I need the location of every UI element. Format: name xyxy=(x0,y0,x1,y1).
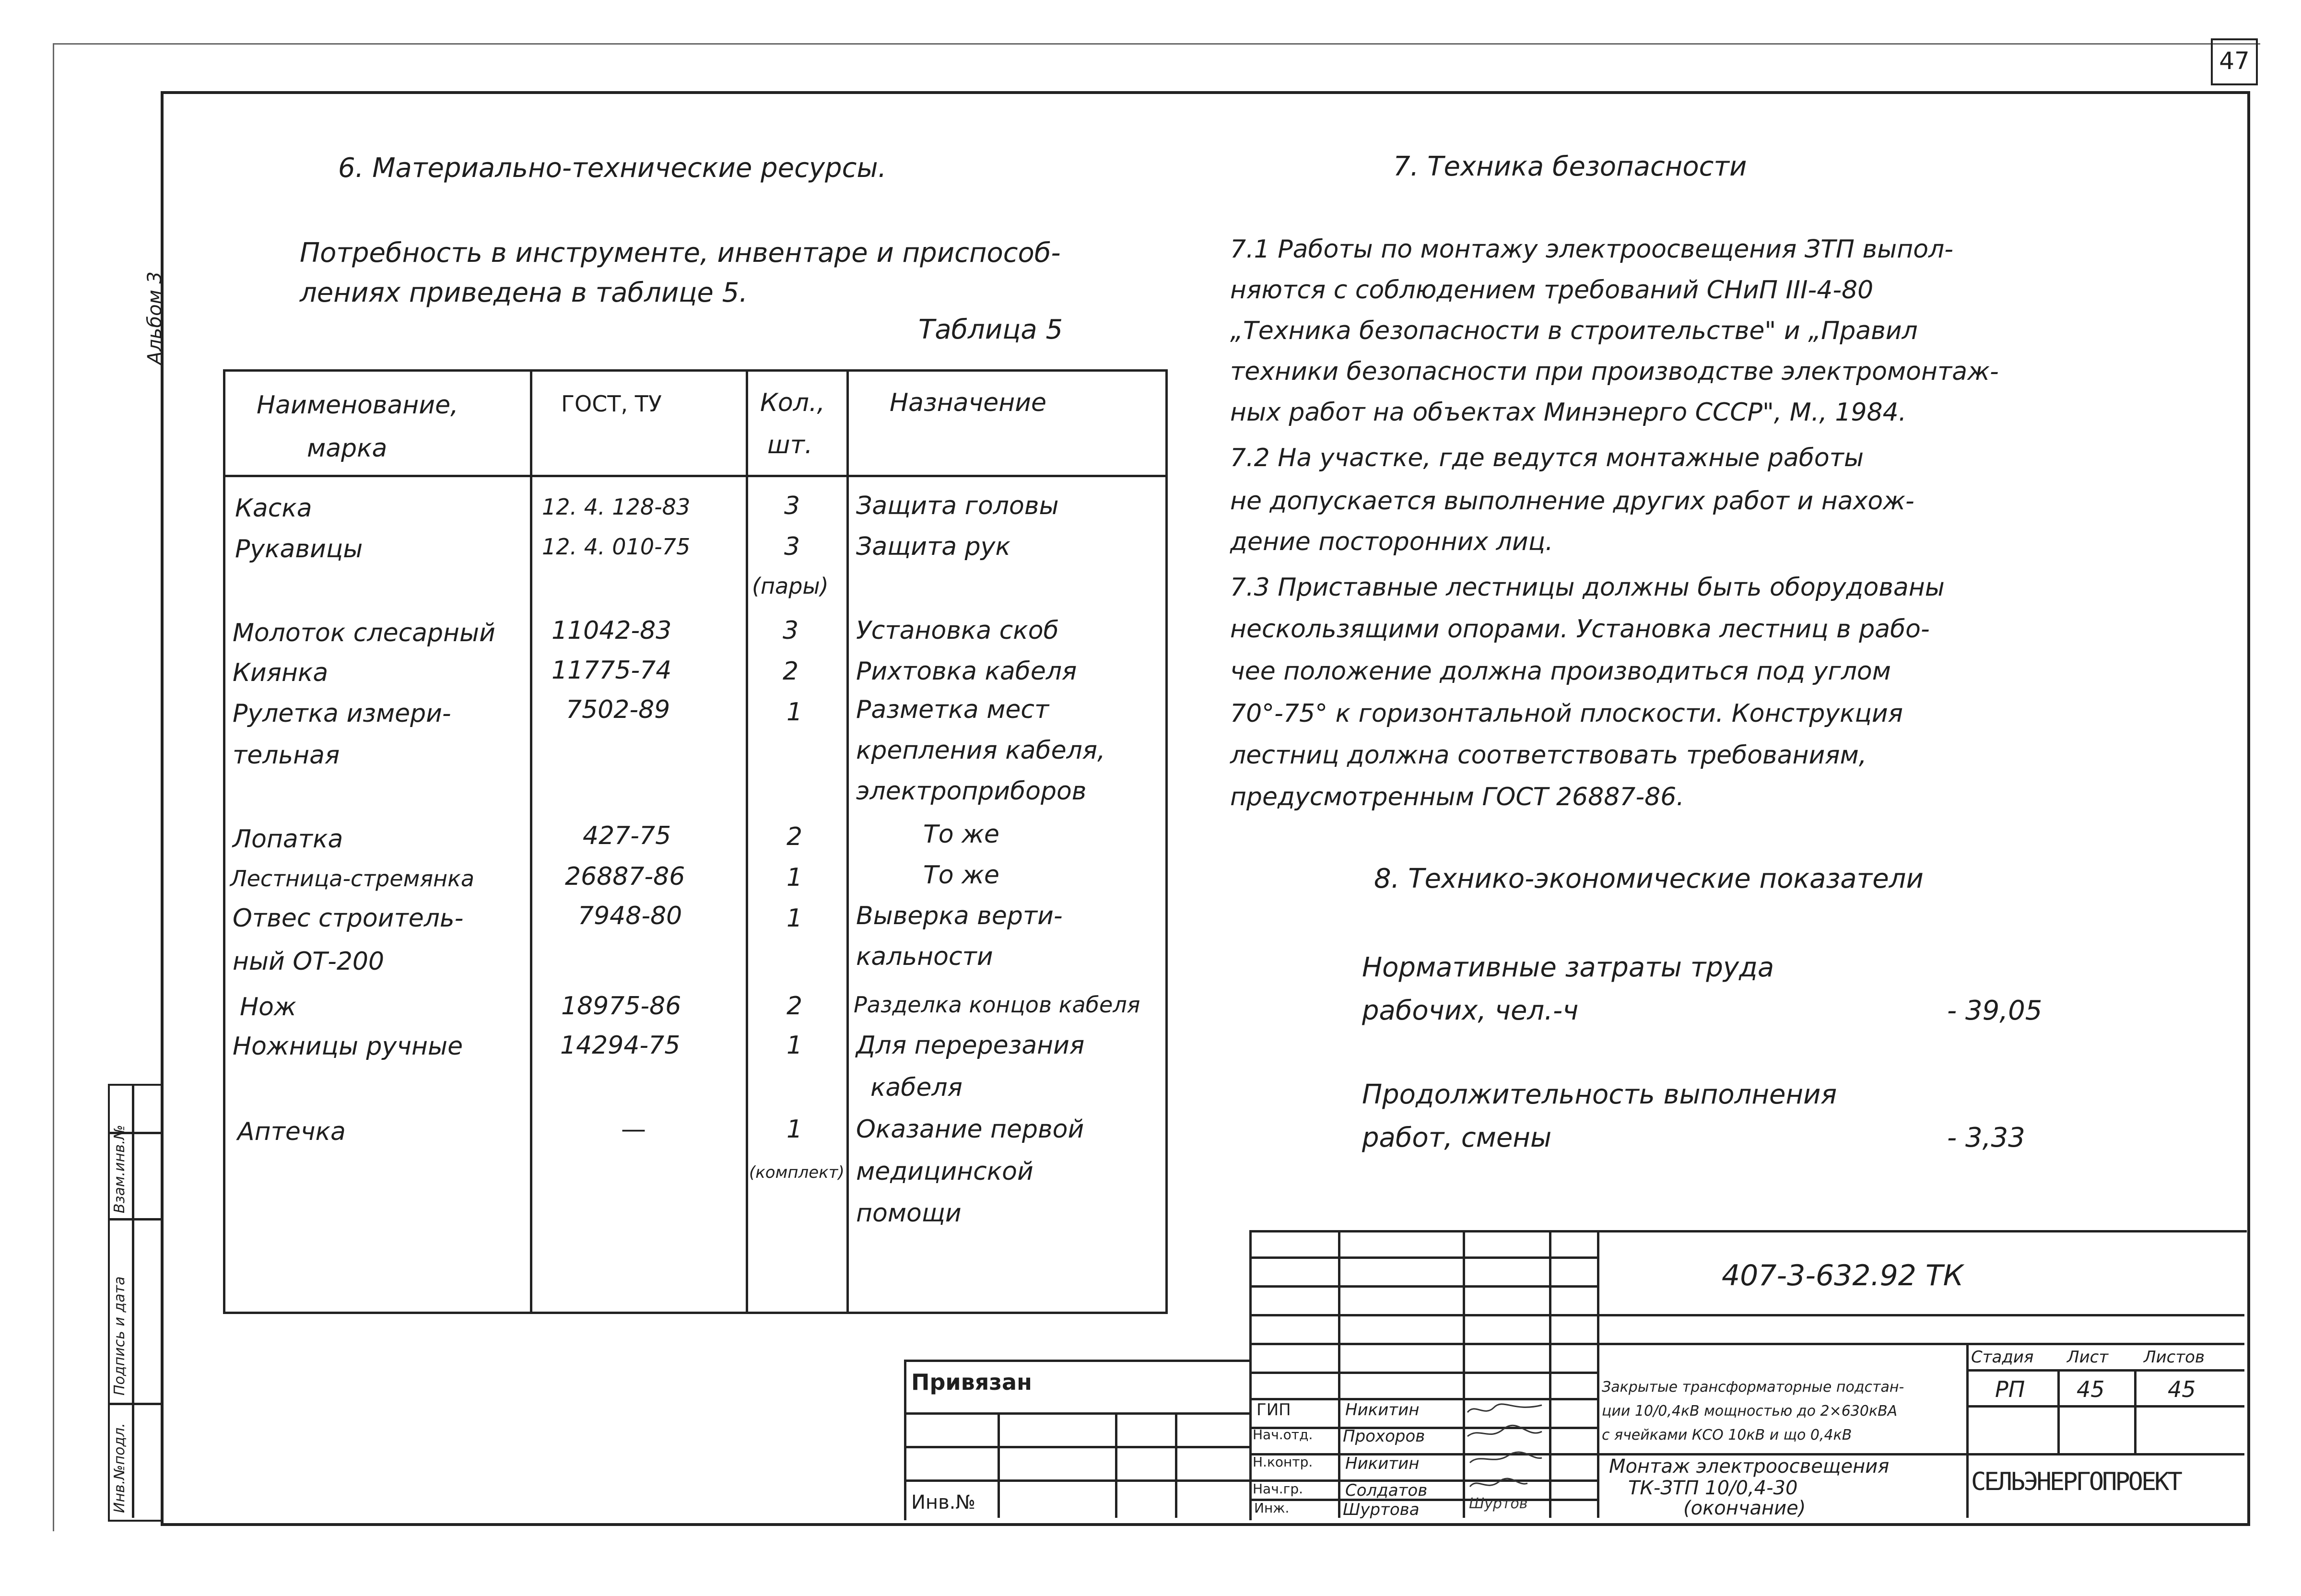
privyazan-col xyxy=(998,1412,1000,1518)
margin-vzam-inv: Взам.инв.№ xyxy=(111,1125,128,1213)
section6-title: 6. Материально-технические ресурсы. xyxy=(338,153,887,184)
section7-line: 7.2 На участке, где ведутся монтажные работы xyxy=(1230,444,1864,472)
section7-line: не допускается выполнение других работ и нахож- xyxy=(1230,487,1914,516)
sheet-title-line2: ТК-ЗТП 10/0,4-30 xyxy=(1628,1477,1798,1499)
privyazan-col xyxy=(1115,1412,1117,1518)
stamp-col xyxy=(2134,1369,2137,1453)
section6-intro-line1: Потребность в инструменте, инвентаре и приспособ- xyxy=(300,237,1061,269)
section7-line: 7.1 Работы по монтажу электроосвещения ЗТП выпол- xyxy=(1230,235,1954,264)
role-name: Солдатов xyxy=(1345,1481,1428,1500)
stamp-col xyxy=(1597,1230,1599,1518)
signature-stroke xyxy=(1467,1404,1542,1412)
lists-value: 45 xyxy=(2168,1376,2196,1402)
row-name-line2: ный ОТ-200 xyxy=(233,947,385,976)
role-name: Никитин xyxy=(1345,1454,1420,1473)
header-qty: Кол., xyxy=(760,388,825,417)
project-desc-line3: с ячейками КСО 10кВ и що 0,4кВ xyxy=(1602,1427,1852,1443)
row-qty: 1 xyxy=(787,863,803,892)
table-col-line xyxy=(746,369,748,1314)
row-qty: 1 xyxy=(787,698,803,727)
row-purpose: То же xyxy=(923,861,999,890)
table-header-line xyxy=(223,475,1168,477)
row-gost: — xyxy=(621,1115,646,1144)
row-gost: 11775-74 xyxy=(552,656,672,685)
role-name: Прохоров xyxy=(1343,1427,1425,1446)
row-purpose: Рихтовка кабеля xyxy=(856,657,1077,686)
row-name: Рукавицы xyxy=(235,535,363,563)
stamp-row xyxy=(1966,1369,2244,1372)
role-label: Инж. xyxy=(1254,1500,1290,1516)
row-qty: 3 xyxy=(784,492,800,520)
row-gost: 11042-83 xyxy=(552,616,672,645)
organization: СЕЛЬЭНЕРГОПРОЕКТ xyxy=(1971,1467,2181,1496)
role-name: Никитин xyxy=(1345,1400,1420,1420)
row-qty: 2 xyxy=(787,822,803,851)
doc-code: 407-3-632.92 ТК xyxy=(1722,1259,1964,1292)
stamp-row xyxy=(1249,1256,1597,1259)
row-purpose: Оказание первой xyxy=(856,1115,1084,1144)
stamp-row xyxy=(1597,1314,2244,1316)
row-purpose-line3: электроприборов xyxy=(856,777,1087,806)
privyazan-row xyxy=(904,1479,1249,1482)
stage-value: РП xyxy=(1995,1376,2025,1402)
signature-stroke xyxy=(1470,1479,1527,1487)
row-name: Аптечка xyxy=(237,1117,346,1146)
privyazan-col xyxy=(1175,1412,1177,1518)
signature-stroke xyxy=(1470,1452,1542,1463)
project-desc-line2: ции 10/0,4кВ мощностью до 2×630кВА xyxy=(1602,1403,1898,1420)
stamp-col xyxy=(1549,1230,1551,1518)
album-label: Альбом 3 xyxy=(144,271,166,364)
section7-line: 70°-75° к горизонтальной плоскости. Конструкция xyxy=(1230,699,1903,728)
section6-intro-line2: лениях приведена в таблице 5. xyxy=(300,277,748,308)
privyazan-row xyxy=(904,1412,1249,1415)
row-purpose-line3: помощи xyxy=(856,1199,962,1228)
row-qty-note: (комплект) xyxy=(749,1163,845,1182)
margin-divider xyxy=(132,1084,134,1518)
stamp-col xyxy=(1966,1343,1969,1518)
row-gost: 26887-86 xyxy=(565,862,685,891)
stamp-row xyxy=(1249,1372,1597,1374)
stamp-row xyxy=(1249,1314,1597,1316)
stamp-col xyxy=(1338,1230,1340,1518)
row-purpose-line2: крепления кабеля, xyxy=(856,736,1105,765)
duration-line1: Продолжительность выполнения xyxy=(1362,1079,1837,1110)
section7-line: нескользящими опорами. Установка лестниц в рабо- xyxy=(1230,615,1930,644)
labor-line1: Нормативные затраты труда xyxy=(1362,952,1774,983)
list-value: 45 xyxy=(2077,1376,2105,1402)
row-purpose: Установка скоб xyxy=(856,616,1059,645)
row-qty: 1 xyxy=(787,1031,803,1060)
stamp-col xyxy=(2057,1369,2060,1453)
row-name: Лестница-стремянка xyxy=(230,866,475,892)
labor-value: - 39,05 xyxy=(1947,995,2043,1026)
privyazan-row xyxy=(904,1446,1249,1448)
section7-line: дение посторонних лиц. xyxy=(1230,528,1553,556)
row-gost: 18975-86 xyxy=(561,992,681,1021)
header-gost: ГОСТ, ТУ xyxy=(561,391,662,417)
table-col-line xyxy=(846,369,849,1314)
row-gost: 14294-75 xyxy=(560,1031,681,1060)
duration-line2: работ, смены xyxy=(1362,1122,1552,1153)
row-purpose-line2: кальности xyxy=(856,942,993,971)
duration-value: - 3,33 xyxy=(1947,1122,2025,1153)
row-purpose: Разделка концов кабеля xyxy=(854,992,1140,1018)
row-purpose: Защита головы xyxy=(856,492,1059,520)
row-name: Киянка xyxy=(233,658,329,687)
stamp-row xyxy=(1966,1405,2244,1408)
role-name: Шуртова xyxy=(1343,1500,1420,1519)
row-name-line2: тельная xyxy=(233,741,340,770)
stamp-row xyxy=(1249,1343,2244,1345)
row-qty: 1 xyxy=(787,904,803,933)
project-desc-line1: Закрытые трансформаторные подстан- xyxy=(1602,1379,1904,1396)
signature-stroke xyxy=(1467,1425,1542,1436)
row-name: Лопатка xyxy=(233,825,343,854)
header-qty-line2: шт. xyxy=(767,431,813,459)
section7-line: чее положение должна производиться под углом xyxy=(1230,657,1891,686)
margin-inv-podl: Инв.№подл. xyxy=(111,1423,128,1513)
header-purpose: Назначение xyxy=(890,388,1046,417)
section7-line: лестниц должна соответствовать требованиям, xyxy=(1230,741,1867,770)
section7-line: техники безопасности при производстве электромонтаж- xyxy=(1230,357,1999,386)
row-gost: 12. 4. 010-75 xyxy=(542,534,691,560)
section7-line: „Техника безопасности в строительстве" и „Правил xyxy=(1230,317,1918,345)
role-label: Нач.отд. xyxy=(1253,1427,1313,1443)
row-qty-note: (пары) xyxy=(752,573,829,599)
section7-title: 7. Техника безопасности xyxy=(1393,151,1747,182)
margin-row-line xyxy=(108,1218,161,1220)
row-purpose-line2: кабеля xyxy=(870,1073,963,1102)
row-purpose: То же xyxy=(923,820,999,849)
lists-label: Листов xyxy=(2144,1348,2205,1367)
row-name: Молоток слесарный xyxy=(233,619,495,647)
signatures xyxy=(1465,1398,1547,1513)
role-label: ГИП xyxy=(1256,1400,1291,1420)
section8-title: 8. Технико-экономические показатели xyxy=(1374,863,1924,894)
section7-line: 7.3 Приставные лестницы должны быть оборудованы xyxy=(1230,573,1945,602)
row-purpose-line2: медицинской xyxy=(856,1157,1033,1186)
margin-podpis-data: Подпись и дата xyxy=(111,1276,128,1396)
row-purpose: Для перерезания xyxy=(856,1031,1085,1060)
labor-line2: рабочих, чел.-ч xyxy=(1362,995,1579,1026)
section7-line: няются с соблюдением требований СНиП III-4-80 xyxy=(1230,276,1874,305)
margin-row-line xyxy=(108,1403,161,1405)
sheet-title-line3: (окончание) xyxy=(1683,1497,1806,1519)
row-gost: 7502-89 xyxy=(566,695,670,724)
table-col-line xyxy=(530,369,532,1314)
privyazan-label: Привязан xyxy=(911,1369,1032,1395)
row-name: Ножницы ручные xyxy=(233,1032,463,1061)
section7-line: предусмотренным ГОСТ 26887-86. xyxy=(1230,783,1684,811)
stamp-row xyxy=(1249,1285,1597,1288)
header-name: Наименование, xyxy=(257,391,458,420)
role-label: Нач.гр. xyxy=(1253,1481,1303,1497)
inv-no-label: Инв.№ xyxy=(911,1491,975,1514)
row-qty: 2 xyxy=(783,657,799,686)
row-qty: 3 xyxy=(783,616,799,645)
signature-text: Шуртов xyxy=(1469,1495,1528,1512)
table-caption: Таблица 5 xyxy=(918,314,1063,345)
sheet-number: 47 xyxy=(2219,47,2250,75)
role-label: Н.контр. xyxy=(1253,1454,1313,1470)
row-qty: 1 xyxy=(787,1115,803,1144)
row-name: Нож xyxy=(240,993,296,1021)
row-name: Рулетка измери- xyxy=(233,699,451,728)
row-gost: 427-75 xyxy=(583,821,671,850)
row-purpose: Выверка верти- xyxy=(856,902,1063,930)
row-purpose: Защита рук xyxy=(856,532,1010,561)
row-gost: 7948-80 xyxy=(578,902,682,930)
row-name: Отвес строитель- xyxy=(233,904,464,933)
row-qty: 2 xyxy=(787,992,803,1021)
row-purpose: Разметка мест xyxy=(856,695,1049,724)
row-name: Каска xyxy=(235,494,312,523)
sheet-title-line1: Монтаж электроосвещения xyxy=(1609,1455,1890,1478)
list-label: Лист xyxy=(2067,1348,2109,1367)
section7-line: ных работ на объектах Минэнерго СССР", М., 1984. xyxy=(1230,398,1907,427)
stage-label: Стадия xyxy=(1971,1348,2034,1367)
header-name-line2: марка xyxy=(307,434,387,463)
row-gost: 12. 4. 128-83 xyxy=(542,494,691,520)
row-qty: 3 xyxy=(784,532,800,561)
